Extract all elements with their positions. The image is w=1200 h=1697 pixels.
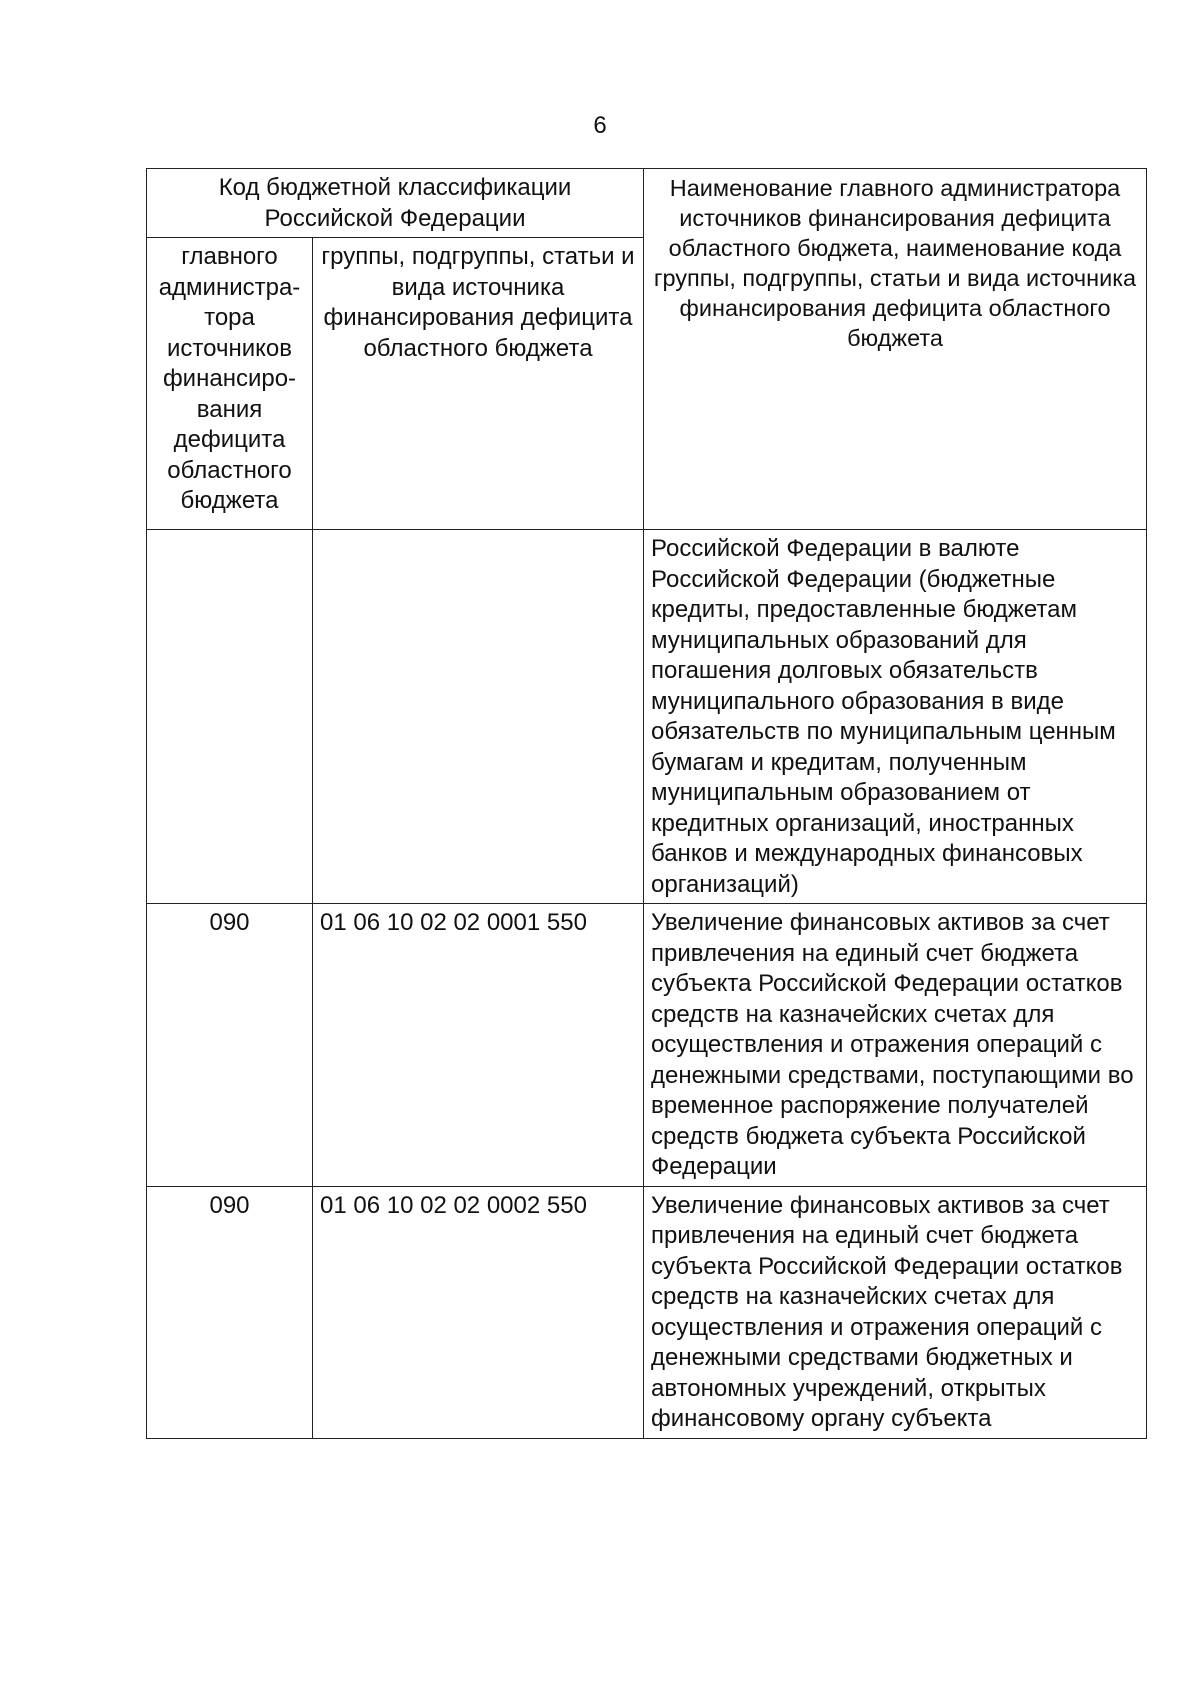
description-cell: Российской Федерации в валюте Российской Федерации (бюджетные кредиты, предоставленные бюджетам муниципальных образований для погашения долговых обязательств муниципального образования в виде обязательств по муниципальным ценным бумагам и кредитам, полученным муниципальным образованием от кредитных организаций, иностранных банков и международных финансовых организаций) [644,530,1147,904]
admin-code-cell [147,530,313,904]
description-cell: Увеличение финансовых активов за счет привлечения на единый счет бюджета субъекта Российской Федерации остатков средств на казначейских счетах для осуществления и отражения операций с денежными средствами, поступающими во временное распоряжение получателей средств бюджета субъекта Российской Федерации [644,904,1147,1187]
table-row [147,530,1147,904]
header-chief-administrator: главного администра-тора источников финансиро-вания дефицита областного бюджета [147,238,313,530]
admin-code-cell: 090 [147,1186,313,1438]
table-row [147,1186,1147,1438]
table-header-row [147,169,1147,238]
header-source-group: группы, подгруппы, статьи и вида источника финансирования дефицита областного бюджета [313,238,644,530]
page-number: 6 [593,112,607,139]
source-code-cell [313,530,644,904]
source-code-cell: 01 06 10 02 02 0002 550 [313,1186,644,1438]
header-administrator-name: Наименование главного администратора источников финансирования дефицита областного бюджета, наименование кода группы, подгруппы, статьи и вида источника финансирования дефицита областного бюджета [644,169,1147,530]
budget-classification-table [146,168,1147,1439]
table-row [147,904,1147,1187]
admin-code-cell: 090 [147,904,313,1187]
description-cell: Увеличение финансовых активов за счет привлечения на единый счет бюджета субъекта Российской Федерации остатков средств на казначейских счетах для осуществления и отражения операций с денежными средствами бюджетных и автономных учреждений, открытых финансовому органу субъекта [644,1186,1147,1438]
source-code-cell: 01 06 10 02 02 0001 550 [313,904,644,1187]
header-classification-code: Код бюджетной классификации Российской Федерации [147,169,644,238]
